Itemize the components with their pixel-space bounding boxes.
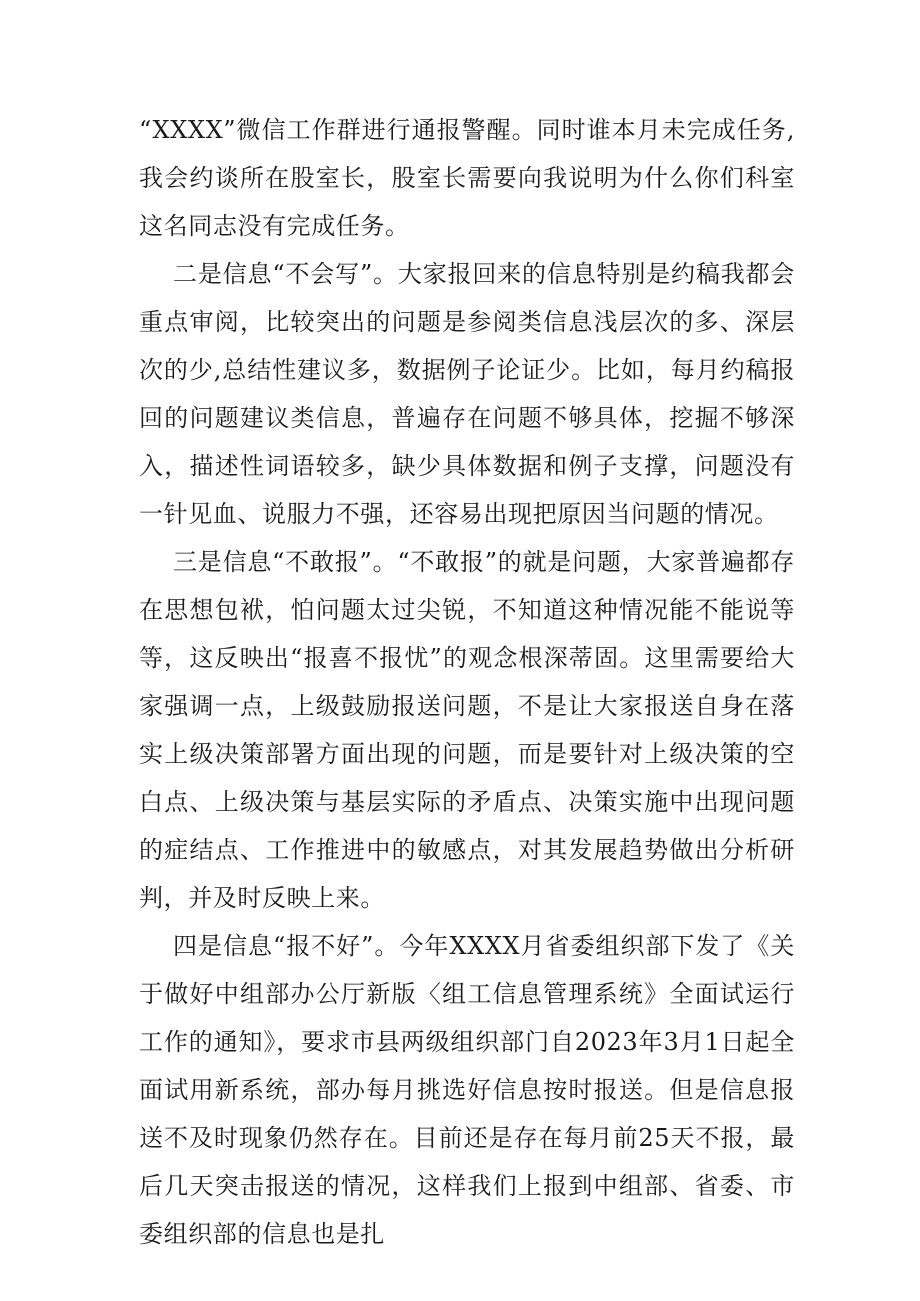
- text-line: 中的敏感点，对其发展趋势做出分析研判，并及时反映上来。: [139, 836, 796, 912]
- text-line: 会约谈所在股室长，股室长需要向我说明为什么你们科室这名同: [139, 164, 795, 240]
- text-line: “XXXX”微信工作群进行通报警醒。同时谁本月未完成任务,我: [139, 116, 795, 192]
- text-line: 志没有完成任务。: [212, 212, 410, 240]
- text-line: 四是信息“报不好”。今年XXXX月省委组织部下发了《关于: [139, 932, 795, 1008]
- text-line: 与基层实际的矛盾点、决策实施中出现问题的症结点、工作推进: [139, 788, 795, 864]
- text-line: 通知》，要求市县两级组织部门自2023年3月1日起全面试用新: [139, 1028, 795, 1104]
- text-line: 仍然存在。目前还是存在每月前25天不报，最后几天突击报送的: [139, 1124, 795, 1200]
- body-text: [139, 106, 795, 1258]
- text-line: 系统，部办每月挑选好信息按时报送。但是信息报送不及时现象: [139, 1076, 795, 1152]
- text-line: 较多，缺少具体数据和例子支撑，问题没有一针见血、说服力不: [139, 452, 795, 528]
- text-line: 一点，上级鼓励报送问题，不是让大家报送自身在落实上级决策: [139, 692, 795, 768]
- text-line: 总结性建议多，数据例子论证少。比如，每月约稿报回的问题建: [139, 356, 795, 432]
- paragraph-point-two: [139, 250, 795, 538]
- text-line: 这反映出“报喜不报忧”的观念根深蒂固。这里需要给大家强调: [139, 644, 795, 720]
- text-line: 二是信息“不会写”。大家报回来的信息特别是约稿我都会重: [139, 260, 795, 336]
- text-line: 点审阅，比较突出的问题是参阅类信息浅层次的多、深层次的少,: [139, 308, 795, 384]
- text-line: 在思想包袱，怕问题太过尖锐，不知道这种情况能不能说等等，: [139, 596, 795, 672]
- paragraph-point-three: [139, 538, 795, 922]
- text-line: 情况，这样我们上报到中组部、省委、市委组织部的信息也是扎: [139, 1172, 795, 1248]
- text-line: 议类信息，普遍存在问题不够具体，挖掘不够深入，描述性词语: [139, 404, 795, 480]
- text-line: 部署方面出现的问题，而是要针对上级决策的空白点、上级决策: [139, 740, 795, 816]
- text-line: 强，还容易出现把原因当问题的情况。: [360, 500, 779, 528]
- text-line: 三是信息“不敢报”。“不敢报”的就是问题，大家普遍都存: [173, 548, 795, 576]
- paragraph-continuation: [139, 106, 795, 250]
- text-line: 做好中组部办公厅新版〈组工信息管理系统》全面试运行工作的: [139, 980, 795, 1056]
- paragraph-point-four: [139, 922, 795, 1258]
